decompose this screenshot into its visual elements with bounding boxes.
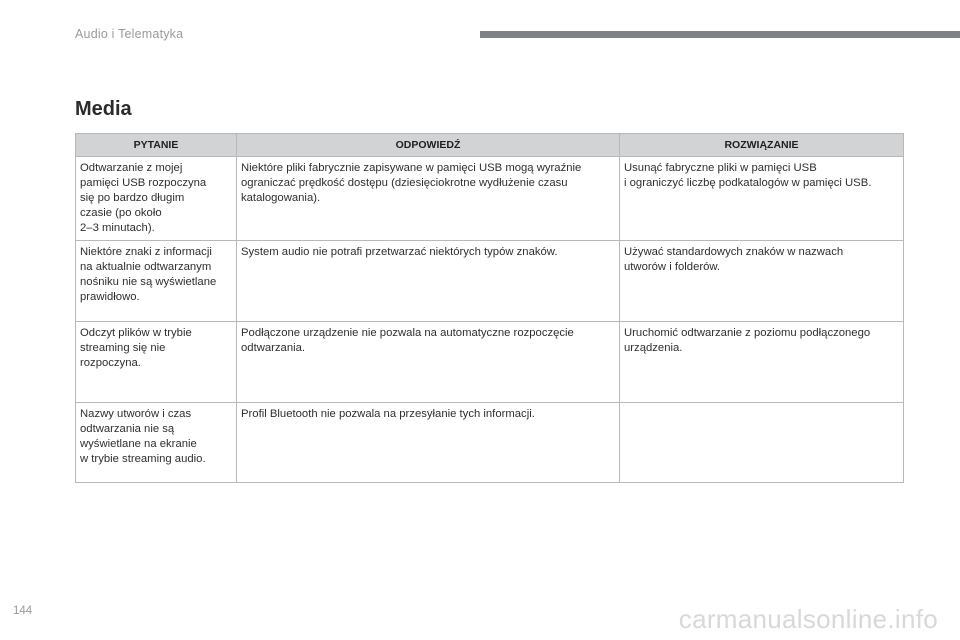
column-header-answer: ODPOWIEDŹ [237,134,620,157]
solution-cell: Uruchomić odtwarzanie z poziomu podłączonego urządzenia. [620,322,904,403]
watermark-text: carmanualsonline.info [678,604,938,634]
section-title: Media [75,98,132,120]
solution-cell: Usunąć fabryczne pliki w pamięci USB i ograniczyć liczbę podkatalogów w pamięci USB. [620,157,904,241]
table-row [76,322,904,403]
troubleshooting-table [75,133,904,483]
page-number: 144 [13,605,33,617]
table-header-row [76,134,904,157]
running-header-title: Audio i Telematyka [75,27,184,41]
table-row [76,157,904,241]
solution-cell [620,403,904,483]
solution-cell: Używać standardowych znaków w nazwach utworów i folderów. [620,241,904,322]
table-row [76,241,904,322]
table-row [76,403,904,483]
answer-cell: Profil Bluetooth nie pozwala na przesyłanie tych informacji. [237,403,620,483]
answer-cell: Podłączone urządzenie nie pozwala na automatyczne rozpoczęcie odtwarzania. [237,322,620,403]
question-cell: Niektóre znaki z informacji na aktualnie odtwarzanym nośniku nie są wyświetlane prawidłowo. [76,241,237,322]
header-decorative-bar [480,31,960,38]
question-cell: Odtwarzanie z mojej pamięci USB rozpoczyna się po bardzo długim czasie (po około 2–3 minutach). [76,157,237,241]
question-cell: Odczyt plików w trybie streaming się nie rozpoczyna. [76,322,237,403]
question-cell: Nazwy utworów i czas odtwarzania nie są wyświetlane na ekranie w trybie streaming audio. [76,403,237,483]
column-header-question: PYTANIE [76,134,237,157]
answer-cell: System audio nie potrafi przetwarzać niektórych typów znaków. [237,241,620,322]
column-header-solution: ROZWIĄZANIE [620,134,904,157]
answer-cell: Niektóre pliki fabrycznie zapisywane w pamięci USB mogą wyraźnie ograniczać prędkość dostępu (dziesięciokrotne wydłużenie czasu katalogowania). [237,157,620,241]
